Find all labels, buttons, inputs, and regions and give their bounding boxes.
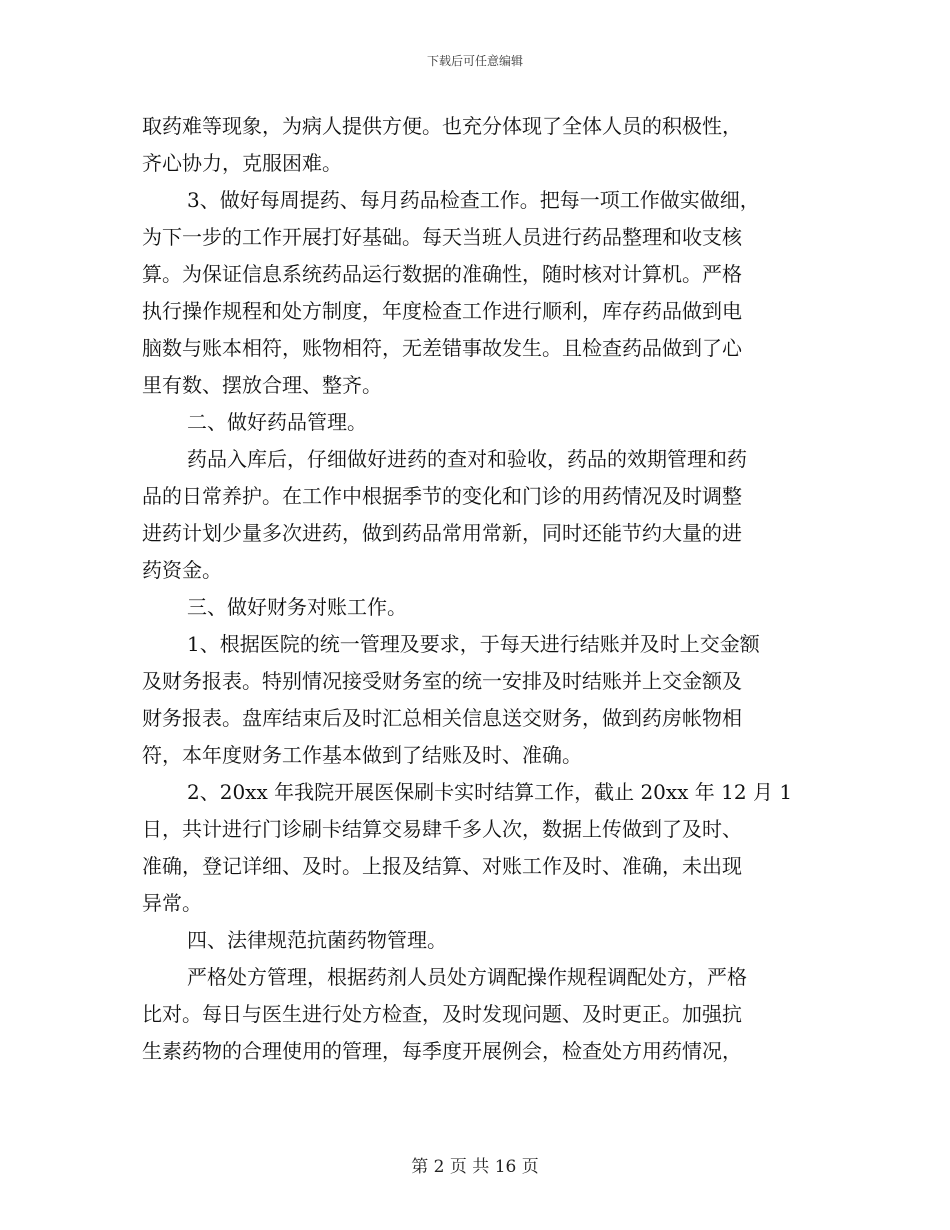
paragraph-start: 药品入库后，仔细做好进药的查对和验收，药品的效期管理和药 — [187, 447, 747, 471]
paragraph-start: 3、做好每周提药、每月药品检查工作。把每一项工作做实做细， — [187, 188, 760, 212]
text-line: 进药计划少量多次进药，做到药品常用常新，同时还能节约大量的进 — [142, 521, 742, 545]
page-header: 下载后可任意编辑 — [426, 54, 523, 68]
paragraph-start: 严格处方管理，根据药剂人员处方调配操作规程调配处方，严格 — [187, 965, 747, 989]
page-footer: 第 2 页 共 16 页 — [411, 1157, 539, 1177]
text-line: 里有数、摆放合理、整齐。 — [142, 373, 382, 397]
paragraph-start: 2、20xx 年我院开展医保刷卡实时结算工作，截止 20xx 年 12 月 1 — [187, 780, 793, 804]
text-line: 取药难等现象，为病人提供方便。也充分体现了全体人员的积极性， — [142, 114, 742, 138]
text-line: 脑数与账本相符，账物相符，无差错事故发生。且检查药品做到了心 — [142, 336, 742, 360]
text-line: 符，本年度财务工作基本做到了结账及时、准确。 — [142, 743, 582, 767]
text-line: 药资金。 — [142, 558, 222, 582]
text-line: 异常。 — [142, 891, 202, 915]
section-heading: 三、做好财务对账工作。 — [187, 595, 407, 619]
document-body — [142, 108, 810, 1070]
text-line: 比对。每日与医生进行处方检查，及时发现问题、及时更正。加强抗 — [142, 1002, 742, 1026]
section-heading: 二、做好药品管理。 — [187, 410, 367, 434]
section-heading: 四、法律规范抗菌药物管理。 — [187, 928, 447, 952]
text-line: 执行操作规程和处方制度，年度检查工作进行顺利，库存药品做到电 — [142, 299, 742, 323]
text-line: 及财务报表。特别情况接受财务室的统一安排及时结账并上交金额及 — [142, 669, 742, 693]
text-line: 算。为保证信息系统药品运行数据的准确性，随时核对计算机。严格 — [142, 262, 742, 286]
text-line: 财务报表。盘库结束后及时汇总相关信息送交财务，做到药房帐物相 — [142, 706, 742, 730]
paragraph-start: 1、根据医院的统一管理及要求，于每天进行结账并及时上交金额 — [187, 632, 760, 656]
text-line: 生素药物的合理使用的管理，每季度开展例会，检查处方用药情况， — [142, 1039, 742, 1063]
text-line: 品的日常养护。在工作中根据季节的变化和门诊的用药情况及时调整 — [142, 484, 742, 508]
text-line: 齐心协力，克服困难。 — [142, 151, 342, 175]
text-line: 为下一步的工作开展打好基础。每天当班人员进行药品整理和收支核 — [142, 225, 742, 249]
text-line: 准确，登记详细、及时。上报及结算、对账工作及时、准确，未出现 — [142, 854, 742, 878]
text-line: 日，共计进行门诊刷卡结算交易肆千多人次，数据上传做到了及时、 — [142, 817, 742, 841]
